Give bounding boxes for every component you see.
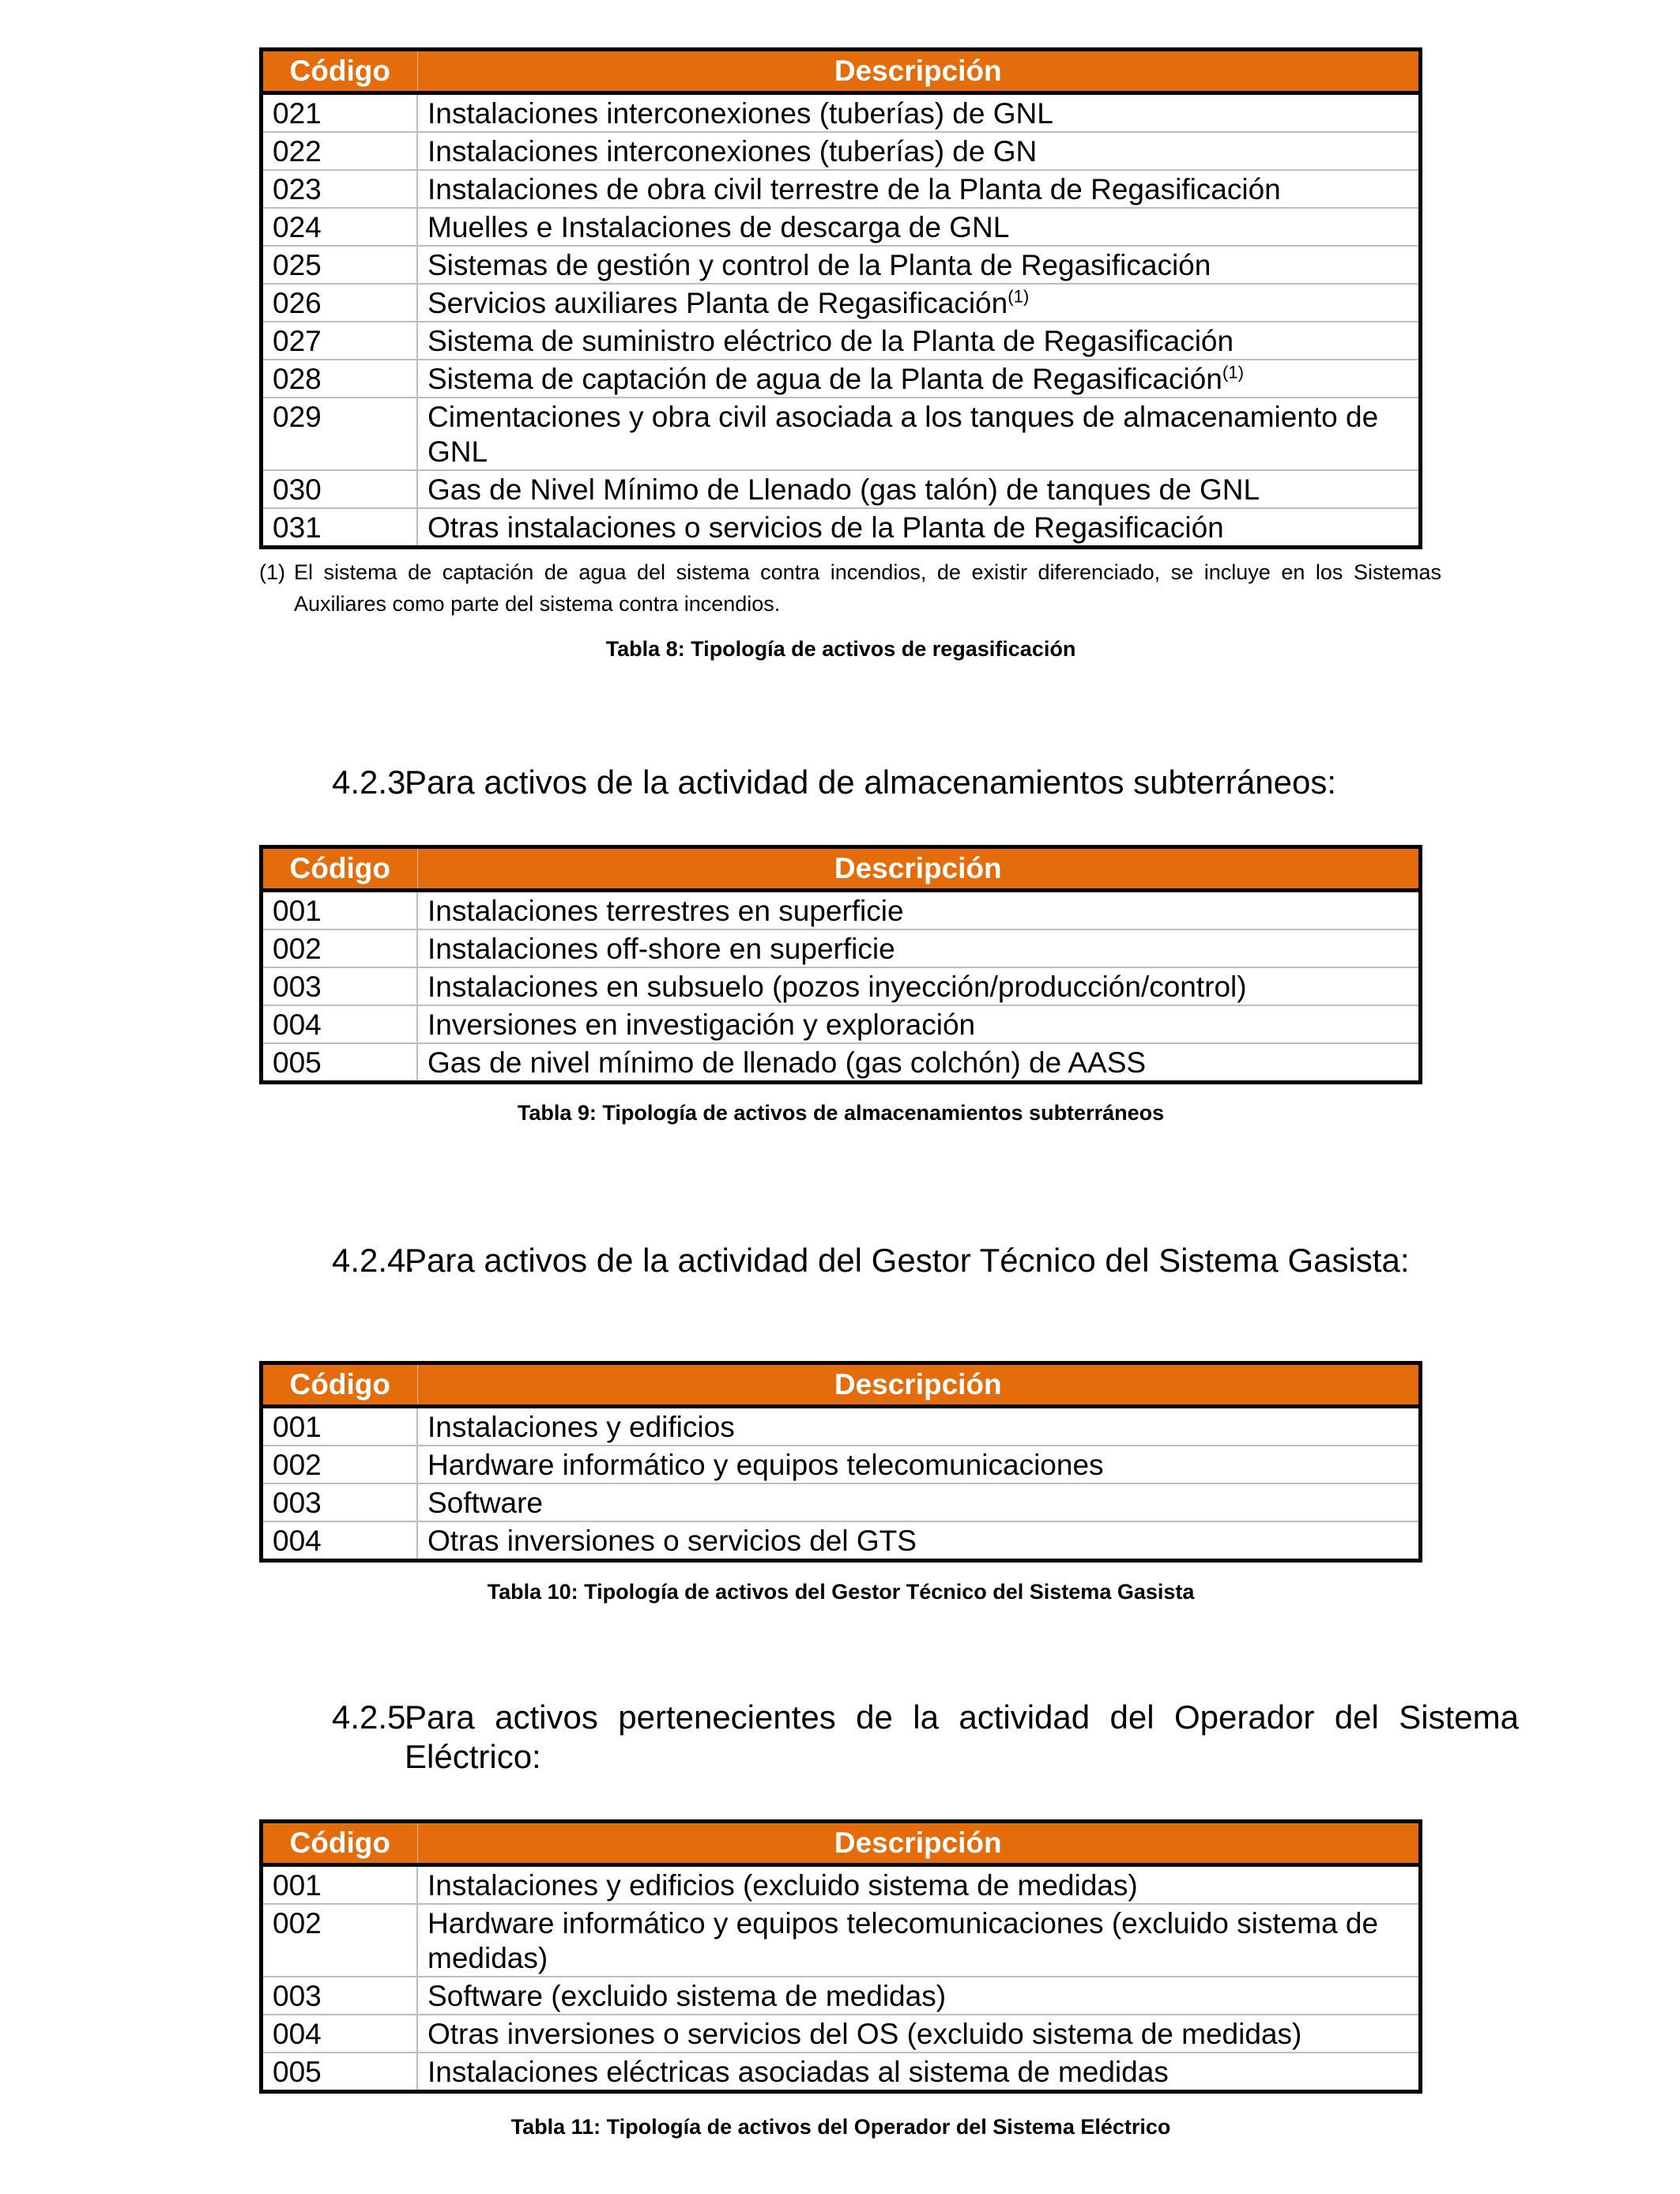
row-code: 002 — [262, 1904, 418, 1977]
row-description: Otras inversiones o servicios del GTS — [417, 1521, 1421, 1561]
row-description: Muelles e Instalaciones de descarga de GNL — [417, 208, 1421, 246]
description-text: Servicios auxiliares Planta de Regasificación — [428, 287, 1008, 319]
table-row — [262, 360, 1421, 398]
row-code: 025 — [262, 246, 418, 284]
table-header-row — [262, 1822, 1421, 1865]
table-9 — [259, 845, 1422, 1084]
row-description: Instalaciones terrestres en superficie — [417, 891, 1421, 930]
table-row — [262, 470, 1421, 508]
table-row — [262, 967, 1421, 1005]
row-description: Instalaciones y edificios (excluido sistema de medidas) — [417, 1865, 1421, 1905]
table-row — [262, 208, 1421, 246]
row-description: Instalaciones interconexiones (tuberías) de GN — [417, 132, 1421, 170]
row-description: Instalaciones en subsuelo (pozos inyección/producción/control) — [417, 967, 1421, 1005]
table-11 — [259, 1819, 1422, 2094]
row-code: 004 — [262, 2015, 418, 2053]
row-description: Hardware informático y equipos telecomunicaciones — [417, 1446, 1421, 1483]
description-text: Sistema de captación de agua de la Planta de Regasificación — [428, 363, 1222, 395]
row-description: Gas de nivel mínimo de llenado (gas colchón) de AASS — [417, 1043, 1421, 1083]
table-row — [262, 1043, 1421, 1083]
header-description: Descripción — [417, 50, 1421, 93]
table-11-caption: Tabla 11: Tipología de activos del Operador del Sistema Eléctrico — [510, 2115, 1171, 2139]
row-code: 030 — [262, 470, 418, 508]
row-description: Instalaciones off-shore en superficie — [417, 929, 1421, 967]
table-row — [262, 508, 1421, 548]
section-text: Para activos pertenecientes de la actividad del Operador del Sistema Eléctrico: — [405, 1698, 1519, 1775]
row-description: Instalaciones de obra civil terrestre de la Planta de Regasificación — [417, 170, 1421, 208]
section-number: 4.2.5. — [332, 1698, 416, 1736]
table-header-row — [262, 50, 1421, 93]
table-10 — [259, 1361, 1422, 1563]
row-description: Otras instalaciones o servicios de la Planta de Regasificación — [417, 508, 1421, 548]
table-row — [262, 1483, 1421, 1521]
header-code: Código — [262, 50, 418, 93]
header-code: Código — [262, 1363, 418, 1407]
row-description — [417, 360, 1421, 398]
section-text: Para activos de la actividad de almacenamientos subterráneos: — [405, 763, 1336, 801]
table-header-row — [262, 847, 1421, 891]
row-code: 004 — [262, 1521, 418, 1561]
row-description: Instalaciones interconexiones (tuberías) de GNL — [417, 93, 1421, 133]
section-4-2-5-heading — [332, 1698, 1519, 1777]
row-code: 003 — [262, 1483, 418, 1521]
row-code: 031 — [262, 508, 418, 548]
table-row — [262, 2053, 1421, 2092]
row-code: 023 — [262, 170, 418, 208]
row-description: Cimentaciones y obra civil asociada a los tanques de almacenamiento de GNL — [417, 398, 1421, 470]
row-code: 026 — [262, 284, 418, 322]
table-8-caption: Tabla 8: Tipología de activos de regasificación — [605, 637, 1076, 661]
row-description: Hardware informático y equipos telecomunicaciones (excluido sistema de medidas) — [417, 1904, 1421, 1977]
table-row — [262, 1521, 1421, 1561]
section-4-2-4-heading — [332, 1241, 1519, 1280]
footnote-number: (1) — [259, 560, 285, 584]
header-code: Código — [262, 1822, 418, 1865]
row-code: 005 — [262, 2053, 418, 2092]
section-number: 4.2.4. — [332, 1242, 416, 1279]
row-code: 027 — [262, 322, 418, 360]
row-description: Otras inversiones o servicios del OS (excluido sistema de medidas) — [417, 2015, 1421, 2053]
table-row — [262, 132, 1421, 170]
table-10-caption: Tabla 10: Tipología de activos del Gestor Técnico del Sistema Gasista — [487, 1580, 1195, 1604]
row-code: 003 — [262, 967, 418, 1005]
table-row — [262, 1977, 1421, 2015]
row-code: 002 — [262, 1446, 418, 1483]
row-code: 001 — [273, 1869, 322, 1902]
table-row — [262, 1865, 1421, 1905]
row-code: 002 — [262, 929, 418, 967]
row-description: Software — [417, 1483, 1421, 1521]
row-code: 022 — [262, 132, 418, 170]
table-9-caption: Tabla 9: Tipología de activos de almacenamientos subterráneos — [517, 1101, 1165, 1125]
row-code: 005 — [262, 1043, 418, 1083]
row-code: 029 — [262, 398, 418, 470]
footnote-ref: (1) — [1222, 362, 1244, 383]
row-description: Software (excluido sistema de medidas) — [417, 1977, 1421, 2015]
section-number: 4.2.3. — [332, 763, 416, 801]
table-row — [262, 1446, 1421, 1483]
header-description: Descripción — [417, 1822, 1421, 1865]
row-code: 028 — [262, 360, 418, 398]
table-row — [262, 246, 1421, 284]
header-code: Código — [262, 847, 418, 891]
table-row — [262, 398, 1421, 470]
table-row — [262, 170, 1421, 208]
row-code: 001 — [273, 1411, 322, 1443]
table-row — [262, 284, 1421, 322]
table-row — [262, 929, 1421, 967]
row-description: Inversiones en investigación y exploración — [417, 1005, 1421, 1043]
table-row — [262, 1904, 1421, 1977]
row-description: Instalaciones eléctricas asociadas al sistema de medidas — [417, 2053, 1421, 2092]
header-description: Descripción — [417, 847, 1421, 891]
table-row — [262, 2015, 1421, 2053]
table-row — [262, 93, 1421, 133]
section-4-2-3-heading — [332, 763, 1519, 802]
table-row — [262, 891, 1421, 930]
footnote-text: El sistema de captación de agua del sistema contra incendios, de existir diferenciado, se incluye en los Sistemas Auxiliares como parte del sistema contra incendios. — [294, 560, 1441, 616]
table-row — [262, 1005, 1421, 1043]
table-header-row — [262, 1363, 1421, 1407]
row-description: Sistemas de gestión y control de la Planta de Regasificación — [417, 246, 1421, 284]
row-code: 024 — [262, 208, 418, 246]
row-description: Gas de Nivel Mínimo de Llenado (gas talón) de tanques de GNL — [417, 470, 1421, 508]
row-code: 001 — [273, 895, 322, 927]
table-row — [262, 1407, 1421, 1446]
table-row — [262, 322, 1421, 360]
footnote-ref: (1) — [1008, 286, 1030, 307]
row-code: 003 — [262, 1977, 418, 2015]
row-description: Sistema de suministro eléctrico de la Planta de Regasificación — [417, 322, 1421, 360]
row-description: Instalaciones y edificios — [417, 1407, 1421, 1446]
table-8-footnote — [259, 556, 1441, 620]
row-code: 021 — [273, 97, 322, 130]
table-8 — [259, 47, 1422, 549]
row-code: 004 — [262, 1005, 418, 1043]
section-text: Para activos de la actividad del Gestor Técnico del Sistema Gasista: — [405, 1242, 1410, 1279]
header-description: Descripción — [417, 1363, 1421, 1407]
row-description — [417, 284, 1421, 322]
